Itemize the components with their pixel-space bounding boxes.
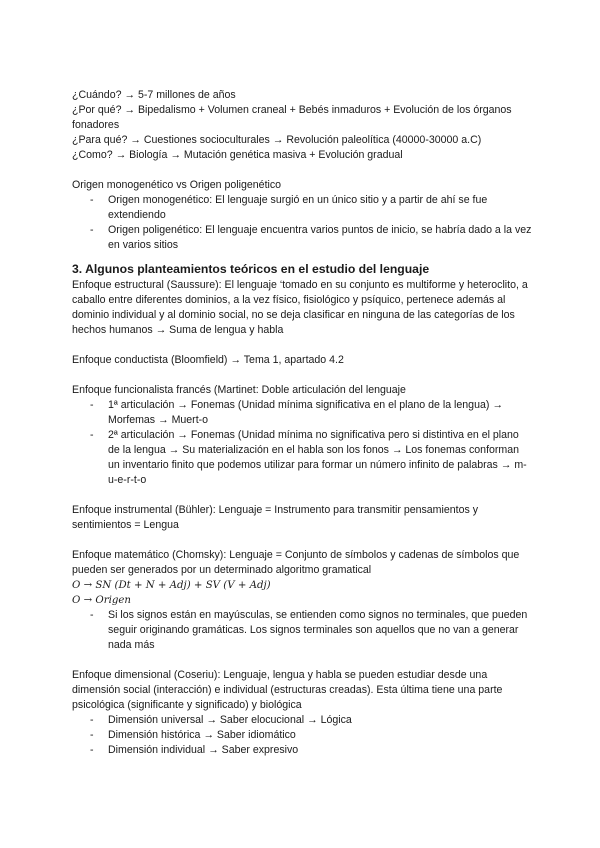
questions-block [72, 88, 532, 163]
question-what-for: ¿Para qué? → Cuestiones socioculturales → Revolución paleolítica (40000-30000 a.C) [72, 134, 482, 146]
list-item: - 2ª articulación → Fonemas (Unidad mínima no significativa pero si distintiva en el plano de la lengua → Su materialización en el habla son los fonos → Los fonemas conforman un inventario finito que podemos utilizar para formar un número infinito de palabras → m-u-e-r-t-o [72, 428, 532, 488]
question-why: ¿Por qué? → Bipedalismo + Volumen craneal + Bebés inmaduros + Evolución de los órganos fonadores [72, 104, 512, 131]
question-when: ¿Cuándo? → 5-7 millones de años [72, 89, 236, 101]
dimensional-heading: Enfoque dimensional (Coseriu): Lenguaje, lengua y habla se pueden estudiar desde una dimensión social (interacción) e individual (estructuras creadas). Esta última tiene una parte psicológica (significante y significado) y biológica [72, 669, 503, 711]
page-content [72, 88, 532, 758]
functionalist-block [72, 383, 532, 488]
origin-block [72, 178, 532, 253]
dimensional-list [72, 713, 532, 758]
list-item: - Dimensión individual → Saber expresivo [72, 743, 532, 758]
behaviorist-approach: Enfoque conductista (Bloomfield) → Tema 1, apartado 4.2 [72, 354, 344, 366]
structural-approach: Enfoque estructural (Saussure): El lenguaje ‘tomado en su conjunto es multiforme y heteroclito, a caballo entre diferentes dominios, a la vez físico, fisiológico y psíquico, pertenece además al dominio individual y al dominio social, no se deja clasificar en ninguna de las categorías de los hechos humanos → Suma de lengua y habla [72, 279, 528, 336]
origin-list [72, 193, 532, 253]
list-item: - Origen monogenético: El lenguaje surgió en un único sitio y a partir de ahí se fue extendiendo [72, 193, 532, 223]
list-item: - 1ª articulación → Fonemas (Unidad mínima significativa en el plano de la lengua) → Morfemas → Muert-o [72, 398, 532, 428]
mathematical-list [72, 608, 532, 653]
list-item: - Origen poligenético: El lenguaje encuentra varios puntos de inicio, se habría dado a la vez en varios sitios [72, 223, 532, 253]
functionalist-list [72, 398, 532, 488]
list-item: - Dimensión histórica → Saber idiomático [72, 728, 532, 743]
instrumental-approach: Enfoque instrumental (Bühler): Lenguaje = Instrumento para transmitir pensamientos y sentimientos = Lengua [72, 504, 479, 531]
formula-origin: O → Origen [72, 595, 131, 606]
section-3-title: 3. Algunos planteamientos teóricos en el estudio del lenguaje [72, 262, 430, 276]
formula-sentence: O → SN (Dt + N + Adj) + SV (V + Adj) [72, 580, 271, 591]
question-how: ¿Como? → Biología → Mutación genética masiva + Evolución gradual [72, 149, 403, 161]
list-item: - Dimensión universal → Saber elocucional → Lógica [72, 713, 532, 728]
mathematical-block [72, 548, 532, 653]
functionalist-heading: Enfoque funcionalista francés (Martinet: Doble articulación del lenguaje [72, 384, 406, 396]
dimensional-block [72, 668, 532, 758]
mathematical-heading: Enfoque matemático (Chomsky): Lenguaje = Conjunto de símbolos y cadenas de símbolos que pueden ser generados por un determinado algoritmo gramatical [72, 549, 520, 576]
origin-heading: Origen monogenético vs Origen poligenético [72, 179, 282, 191]
list-item: - Si los signos están en mayúsculas, se entienden como signos no terminales, que pueden seguir originando gramáticas. Los signos terminales son aquellos que no van a generar nada más [72, 608, 532, 653]
